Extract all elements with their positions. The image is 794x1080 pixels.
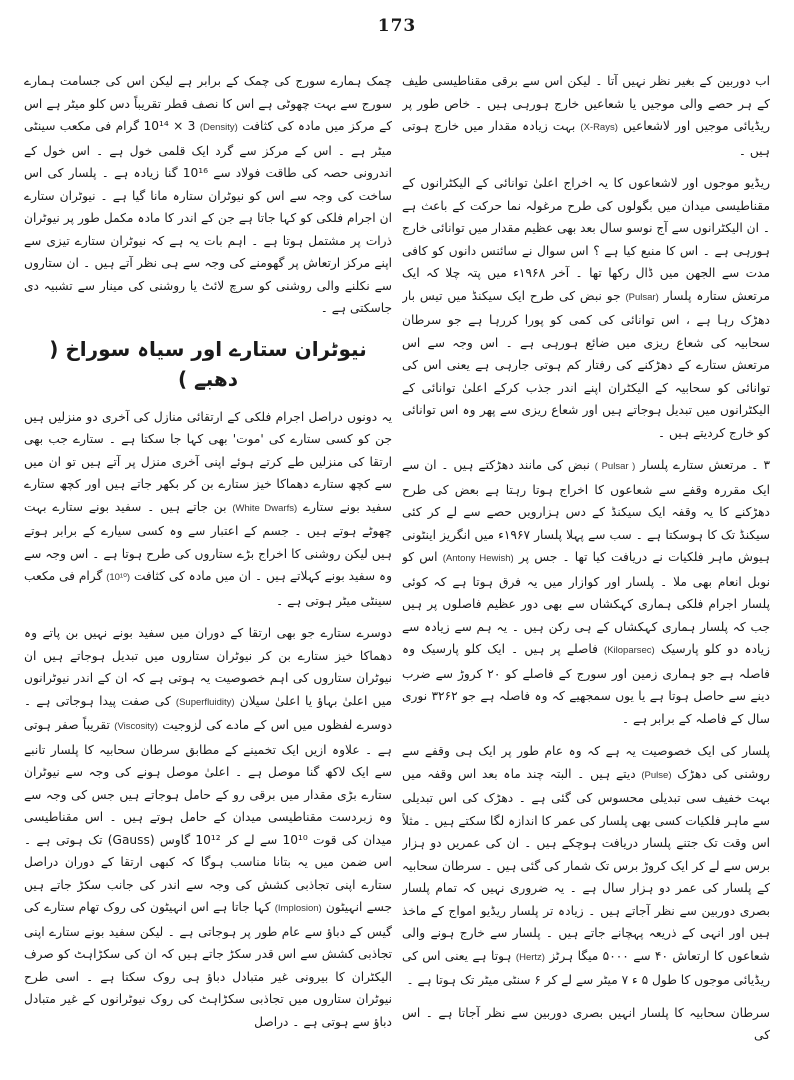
english-term: (X-Rays) <box>580 122 618 133</box>
paragraph <box>24 622 392 1033</box>
paragraph-text: بہت زیادہ مقدار میں خارج ہوتی ہیں ۔ <box>402 119 770 158</box>
paragraph-text: دیتے ہیں ۔ البتہ چند ماہ بعد اس وقفہ میں بہت خفیف سی تبدیلی محسوس کی گئی ہے ۔ دھڑک کی اس تبدیلی سے ماہر فلکیات کسی بھی پلسار کی عمر کا اندازہ لگا سکتے ہیں ۔ مثلاً اس وقت تک جتنے پلسار دریافت ہوچکے ہیں ۔ ان کی عمریں دو ہزار برس سے لے کر ایک کروڑ برس تک شمار کی گئی ہیں ۔ سرطان سحابیہ کے پلسار کی عمر دو ہزار سال ہے ۔ یہ ضروری نہیں کہ تمام پلسار بصری دوربین سے نظر آجاتے ہیں ۔ زیادہ تر پلسار ریڈیو امواج کے ماخذ ہیں اور انہی کے ذریعہ پہچانے جاتے ہیں ۔ پلسار سے خارج ہونے والی شعاعوں کا ارتعاش ۴۰ سے ۵۰۰۰ میگا ہرٹز <box>402 766 770 963</box>
english-term: (Kiloparsec) <box>604 645 655 656</box>
paragraph <box>24 406 392 613</box>
paragraph-text: بن جاتے ہیں ۔ سفید بونے ستارے بہت چھوٹے ہوتے ہیں ۔ جسم کے اعتبار سے وہ کسی سیارے کے برابر ہوتے ہیں لیکن روشنی کا اخراج بڑے ستاروں کی طرح ہوتا ہے ۔ اس وجہ سے وہ سفید بونے کہلاتے ہیں ۔ ان میں مادہ کی کثافت <box>24 499 392 583</box>
english-term: (Density) <box>199 122 238 133</box>
paragraph <box>24 70 392 320</box>
paragraph-text: یہ دونوں دراصل اجرام فلکی کے ارتقائی منازل کی آخری دو منزلیں ہیں جن کو کسی ستارے کی 'موت' بھی کہا جا سکتا ہے ۔ ستارے جب بھی ارتقا کی منزلیں طے کرتے ہوئے اپنی آخری منزل پر آتے ہیں تو ان میں سے کچھ ستارے دھماکا خیز ستارے بن کر بکھر جاتے ہیں اور کچھ ستارے سفید بونے ستارے <box>24 409 392 514</box>
page-number: 173 <box>377 16 417 36</box>
paragraph-text: جو نبض کی طرح ایک سیکنڈ میں تیس بار دھڑک رہا ہے ، اس توانائی کی کمی کو پورا کررہا ہے جو سرطان سحابیہ کی شعاع ریزی میں ضائع ہورہی ہے ۔ اس وجہ سے اس مرتعش ستارے کے دھڑکنے کی رفتار کم ہوتی جارہی ہے یعنی اس کی توانائی کو سحابیہ کے الیکٹران اپنے اندر جذب کرکے اعلیٰ توانائی کے الیکٹرانوں میں تبدیل ہوجاتے ہیں اور شعاع ریزی سے پھر وہ اس توانائی کو خارج کردیتے ہیں ۔ <box>402 288 770 440</box>
paragraph-text: اب دوربین کے بغیر نظر نہیں آتا ۔ لیکن اس سے برقی مقناطیسی طیف کے ہر حصے والی موجیں یا شعاعیں خارج ہورہی ہیں ۔ خاص طور پر ریڈیائی موجیں اور لاشعاعیں <box>402 74 770 133</box>
paragraph-text: چمک ہمارے سورج کی چمک کے برابر ہے لیکن اس کی جسامت ہمارے سورج سے بہت چھوٹی ہے اس کا نصف قطر تقریباً دس کلو میٹر ہے اس کے مرکز میں مادہ کی کثافت <box>24 74 392 133</box>
paragraph-text: نبض کی مانند دھڑکتے ہیں ۔ ان سے ایک مقررہ وقفے سے شعاعوں کا اخراج ہوتا رہتا ہے بعض کی طرح دھڑکنے کا یہ وقفہ ایک سیکنڈ کے دس ہزارویں حصے سے لے کر کئی سیکنڈ تک کا ہوسکتا ہے ۔ سب سے پہلا پلسار ۱۹۶۷ء میں انگریز اینٹونی ہیوش ماہر فلکیات نے دریافت کیا تھا ۔ جس پر <box>402 458 770 564</box>
paragraph-text: اس کو نوبل انعام بھی ملا ۔ پلسار اور کوازار میں یہ فرق ہوتا ہے کہ کوئی پلسار اجرام فلکی ہماری کہکشاں سے بھی دور عظیم فاصلوں پر ہیں جب کہ پلسار ہماری کہکشاں کے ہی رکن ہیں ۔ یہ ہم سے زیادہ سے زیادہ دو کلو پارسیک <box>402 550 770 656</box>
paragraph <box>402 70 770 162</box>
english-term: (Viscosity) <box>114 721 158 732</box>
paragraph <box>402 740 770 992</box>
paragraph-text: گرام فی مکعب سینٹی میٹر ہوتی ہے ۔ <box>24 569 392 608</box>
section-heading: نیوٹران ستارے اور سیاہ سوراخ ( دھبے ) <box>49 336 367 391</box>
paragraph-text: ریڈیو موجوں اور لاشعاعوں کا یہ اخراج اعلیٰ توانائی کے الیکٹرانوں کے مقناطیسی میدان میں بگولوں کی طرح مرغولہ نما حرکت کے باعث ہے ۔ ان الیکٹرانوں سے آج نوسو سال بعد بھی عظیم مقدار میں توانائی خارج ہورہی ہے ۔ اس کا منبع کیا ہے ؟ اس سوال نے سائنس دانوں کو کافی مدت سے الجھن میں ڈال رکھا تھا ۔ آخر ۱۹۶۸ء میں پتہ چلا کہ ایک مرتعش ستارہ پلسار <box>402 176 770 303</box>
english-term: (Pulse) <box>641 769 672 781</box>
english-term: (Pulsar) <box>625 291 659 303</box>
paragraph <box>402 172 770 444</box>
paragraph-text: پلسار کی ایک خصوصیت یہ ہے کہ وہ عام طور پر ایک ہی وقفے سے روشنی کی دھڑک <box>402 744 770 781</box>
english-term: (Implosion) <box>274 903 322 914</box>
paragraph-text: دوسرے ستارے جو بھی ارتقا کے دوران میں سفید بونے نہیں بن پاتے وہ دھماکا خیز ستارے بن کر نیوٹران ستاروں میں تبدیل ہوجاتے ہیں ان نیوٹران ستاروں کی اہم خصوصیت یہ ہوتی ہے کہ ان کے اندر نیوٹرانوں میں اعلیٰ بہاؤ یا اعلیٰ سیلان <box>24 626 392 708</box>
paragraph <box>402 454 770 730</box>
english-term: ( Pulsar ) <box>594 461 636 472</box>
english-term: (10¹⁰) <box>106 572 131 583</box>
paragraph-text: ۳ ۔ مرتعش ستارے پلسار <box>640 458 770 472</box>
english-term: (Superfluidity) <box>175 696 235 708</box>
paragraph-text: فاصلے پر ہیں ۔ ایک کلو پارسیک وہ فاصلہ ہے جو ہماری زمین اور سورج کے فاصلے کو ۲۰ کروڑ سے ضرب دینے سے حاصل ہوتا ہے یا یوں سمجھیے کہ وہ فاصلہ ہے جو ۳۲۶۲ نوری سال کے فاصلہ کے برابر ہے ۔ <box>402 642 770 726</box>
paragraph-text: کی صفت پیدا ہوجاتی ہے ۔ دوسرے لفظوں میں اس کے مادے کی لزوجیت <box>24 693 392 732</box>
right-column <box>402 70 770 1070</box>
paragraph-text: 3 × 10¹⁴ گرام فی مکعب سینٹی میٹر ہے ۔ اس کے مرکز سے گرد ایک قلمی خول ہے ۔ اس خول کے اندرونی حصہ کی طاقت فولاد سے 10¹⁶ گنا زیادہ ہے ۔ پلسار کی اس ساخت کی وجہ سے اس کو نیوٹران ستارہ مانا گیا ہے ۔ نیوٹران ستارے ان اجرام فلکی کو کہا جاتا ہے جن کے اندر کا مادہ مکمل طور پر نیوٹران ذرات پر مشتمل ہوتا ہے ۔ اہم بات یہ ہے کہ نیوٹران ستارے تیزی سے اپنے مرکز ارتعاش پر گھومنے کی وجہ سے ہی نظر آتے ہیں ۔ ان ستاروں سے نکلنے والی روشنی کو سرچ لائٹ یا روشنی کی مینار سے تشبیہ دی جاسکتی ہے ۔ <box>24 119 392 315</box>
paragraph-text: ہوتا ہے یعنی اس کی ریڈیائی موجوں کا طول ۵ ء ۷ میٹر سے لے کر ۶ سنٹی میٹر تک ہوتا ہے ۔ <box>402 948 770 987</box>
paragraph <box>402 1002 770 1047</box>
english-term: (Hertz) <box>515 951 545 963</box>
paragraph-text: تقریباً صفر ہوتی ہے ۔ علاوہ ازیں ایک تخمینے کے مطابق سرطان سحابیہ کا پلسار تانبے سے ایک لاکھ گنا موصل ہے ۔ اعلیٰ موصل ہونے کی وجہ سے نیوٹران ستارے بڑی مقدار میں برقی رو کے حامل ہوجاتے ہیں جس کی وجہ سے وہ زبردست مقناطیسی میدان کے حامل ہوتے ہیں ۔ اس مقناطیسی میدان کی قوت 10¹⁰ سے لے کر 10¹² گاوس (Gauss) تک ہوتی ہے ۔ اس ضمن میں یہ بتانا مناسب ہوگا کہ کبھی ارتقا کے دوران دراصل ستارے اپنی تجاذبی کشش کی وجہ سے اندر کی جانب سکڑ جاتے ہیں جسے انہیٹون <box>24 718 392 914</box>
english-term: (Antony Hewish) <box>442 553 514 564</box>
paragraph-text: سرطان سحابیہ کا پلسار انہیں بصری دوربین سے نظر آجاتا ہے ۔ اس کی <box>402 1005 770 1042</box>
english-term: (White Dwarfs) <box>232 502 298 514</box>
left-column <box>24 70 392 1070</box>
paragraph-text: کہا جاتا ہے اس انہیٹون کی روک تھام ستارے کی گیس کے دباؤ سے عام طور پر ہوجاتی ہے ۔ لیکن سفید بونے ستارے اپنی تجاذبی کشش سے اس قدر سکڑ جاتے ہیں کہ ان کی سکڑاہٹ کو صرف الیکٹران کا بیرونی غیر متبادل دباؤ ہی روک سکتا ہے ۔ اسی طرح نیوٹران ستاروں میں تجاذبی سکڑاہٹ کی روک نیوٹرانوں کے غیر متبادل دباؤ سے ہوتی ہے ۔ دراصل <box>24 900 392 1029</box>
